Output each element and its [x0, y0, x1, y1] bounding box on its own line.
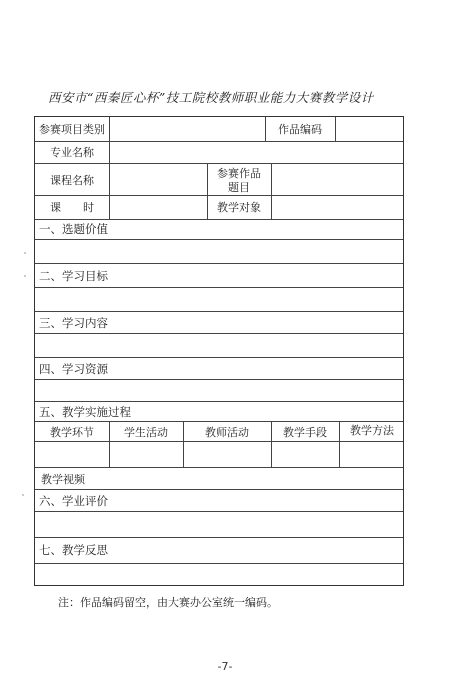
row-divider: [35, 511, 403, 512]
row-divider: [35, 489, 403, 490]
process-header-stage: 教学环节: [50, 426, 94, 439]
footnote: 注：作品编码留空，由大赛办公室统一编码。: [58, 596, 278, 609]
row-divider: [35, 563, 403, 564]
section-learning-goals: 二、学习目标: [39, 269, 108, 283]
row-divider: [35, 467, 403, 468]
row-divider: [35, 263, 403, 264]
col-divider: [109, 141, 110, 163]
section-reflection: 七、教学反思: [39, 543, 108, 557]
col-divider: [335, 117, 336, 141]
process-header-teacher: 教师活动: [205, 426, 249, 439]
document-title: 西安市“西秦匠心杯”技工院校教师职业能力大赛教学设计: [48, 90, 374, 105]
work-code-label: 作品编码: [278, 123, 322, 136]
scan-speck: [24, 275, 26, 277]
col-divider: [271, 163, 272, 219]
course-label: 课程名称: [50, 174, 94, 187]
col-divider: [109, 163, 110, 219]
section-topic-value: 一、选题价值: [39, 222, 108, 236]
row-divider: [35, 537, 403, 538]
category-label: 参赛项目类别: [39, 123, 105, 136]
design-form-table: [34, 116, 404, 586]
section-teaching-process: 五、教学实施过程: [39, 405, 131, 419]
audience-label: 教学对象: [217, 201, 261, 214]
page-number: -7-: [217, 660, 233, 673]
row-divider: [35, 441, 403, 442]
row-divider: [35, 421, 403, 422]
row-divider: [35, 163, 403, 164]
section-learning-resources: 四、学习资源: [39, 362, 108, 376]
row-divider: [35, 379, 403, 380]
row-divider: [35, 219, 403, 220]
process-header-means: 教学手段: [283, 426, 327, 439]
row-divider: [35, 195, 403, 196]
teaching-video-label: 教学视频: [41, 473, 85, 486]
major-label: 专业名称: [50, 146, 94, 159]
section-assessment: 六、学业评价: [39, 494, 108, 508]
work-topic-label-line2: 题目: [228, 181, 250, 194]
scan-speck: [22, 494, 24, 496]
section-learning-content: 三、学习内容: [39, 316, 108, 330]
row-divider: [35, 401, 403, 402]
row-divider: [35, 333, 403, 334]
process-header-method: 教学方法: [350, 424, 394, 437]
row-divider: [35, 239, 403, 240]
row-divider: [35, 357, 403, 358]
row-divider: [35, 311, 403, 312]
row-divider: [35, 287, 403, 288]
col-divider: [109, 117, 110, 141]
process-header-student: 学生活动: [124, 426, 168, 439]
row-divider: [35, 141, 403, 142]
work-topic-label-line1: 参赛作品: [217, 167, 261, 180]
class-hours-label: 课 时: [50, 201, 94, 214]
scan-speck: [24, 252, 26, 254]
